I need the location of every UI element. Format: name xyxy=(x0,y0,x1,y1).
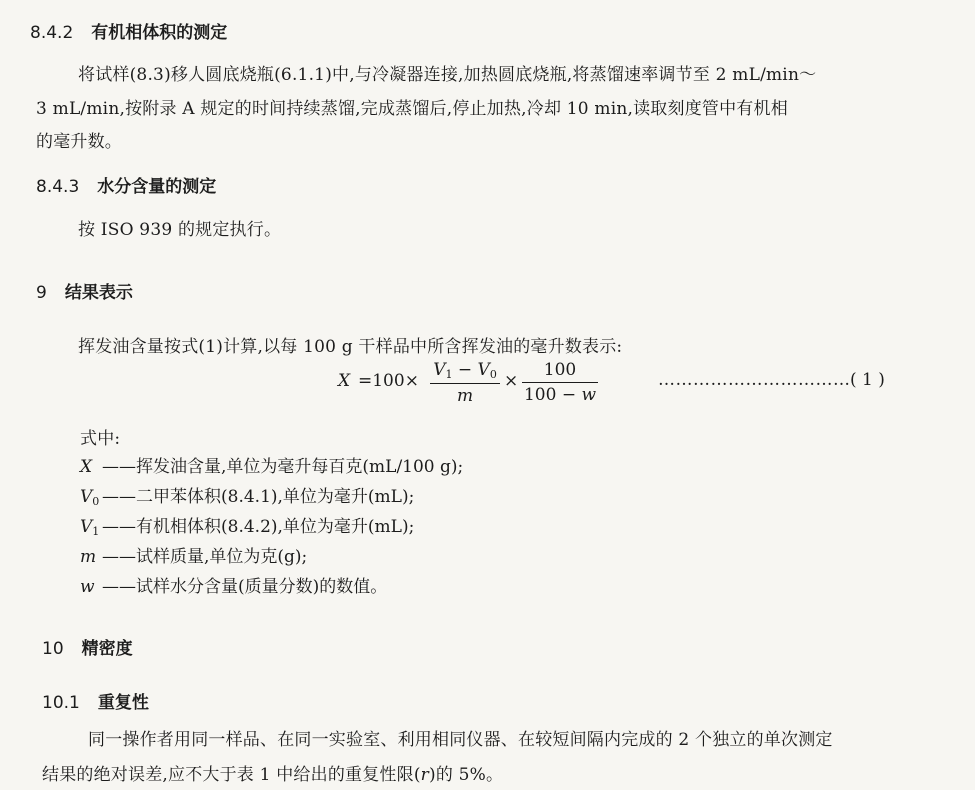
section-title: 结果表示 xyxy=(64,283,133,303)
formula-times: × xyxy=(504,371,519,391)
section-number: 8.4.2 xyxy=(30,23,74,43)
fraction-2-denominator: 100 − w xyxy=(523,385,597,405)
section-heading-10 xyxy=(42,634,133,659)
section-heading-10-1 xyxy=(42,688,149,713)
formula-lhs: X xyxy=(338,371,351,391)
formula-intro: 挥发油含量按式(1)计算,以每 100 g 干样品中所含挥发油的毫升数表示: xyxy=(78,337,623,357)
section-heading-8-4-2 xyxy=(30,18,227,43)
variable-definition: m ——试样质量,单位为克(g); xyxy=(80,547,308,567)
variable-definition: X ——挥发油含量,单位为毫升每百克(mL/100 g); xyxy=(80,457,464,477)
formula-leader-dots: …………………………… xyxy=(658,370,851,390)
paragraph-line: 的毫升数。 xyxy=(36,132,122,152)
variable-definition: $V_0$ ——二甲苯体积(8.4.1),单位为毫升(mL); xyxy=(80,487,415,508)
fraction-1-numerator: $V_1 - V_0$ xyxy=(433,360,497,381)
formula-eq: =100× xyxy=(358,371,419,391)
fraction-1-denominator: m xyxy=(456,386,474,406)
section-title: 精密度 xyxy=(81,639,133,659)
fraction-1 xyxy=(430,360,500,406)
paragraph-line: 同一操作者用同一样品、在同一实验室、利用相同仪器、在较短间隔内完成的 2 个独立的单次测定 xyxy=(88,730,833,750)
formula-1 xyxy=(338,360,898,410)
variable-definition: w ——试样水分含量(质量分数)的数值。 xyxy=(80,577,388,597)
fraction-2-bar xyxy=(522,382,598,383)
variable-definition: $V_1$ ——有机相体积(8.4.2),单位为毫升(mL); xyxy=(80,517,415,538)
paragraph-line: 3 mL/min,按附录 A 规定的时间持续蒸馏,完成蒸馏后,停止加热,冷却 10 min,读取刻度管中有机相 xyxy=(36,99,788,119)
paragraph-line: 按 ISO 939 的规定执行。 xyxy=(78,220,282,240)
section-title: 重复性 xyxy=(97,693,149,713)
paragraph-line: 结果的绝对误差,应不大于表 1 中给出的重复性限(r)的 5%。 xyxy=(42,765,504,785)
section-number: 8.4.3 xyxy=(36,177,80,197)
paragraph-line: 将试样(8.3)移人圆底烧瓶(6.1.1)中,与冷凝器连接,加热圆底烧瓶,将蒸馏速率调节至 2 mL/min～ xyxy=(78,65,817,85)
section-number: 9 xyxy=(36,283,47,303)
section-number: 10 xyxy=(42,639,64,659)
section-title: 水分含量的测定 xyxy=(97,177,217,197)
fraction-1-bar xyxy=(430,383,500,384)
fraction-2 xyxy=(522,360,598,405)
where-label: 式中: xyxy=(80,429,121,449)
formula-number: ( 1 ) xyxy=(850,370,885,390)
section-heading-9 xyxy=(36,278,133,303)
section-number: 10.1 xyxy=(42,693,80,713)
fraction-2-numerator: 100 xyxy=(543,360,577,380)
section-heading-8-4-3 xyxy=(36,172,216,197)
section-title: 有机相体积的测定 xyxy=(91,23,228,43)
